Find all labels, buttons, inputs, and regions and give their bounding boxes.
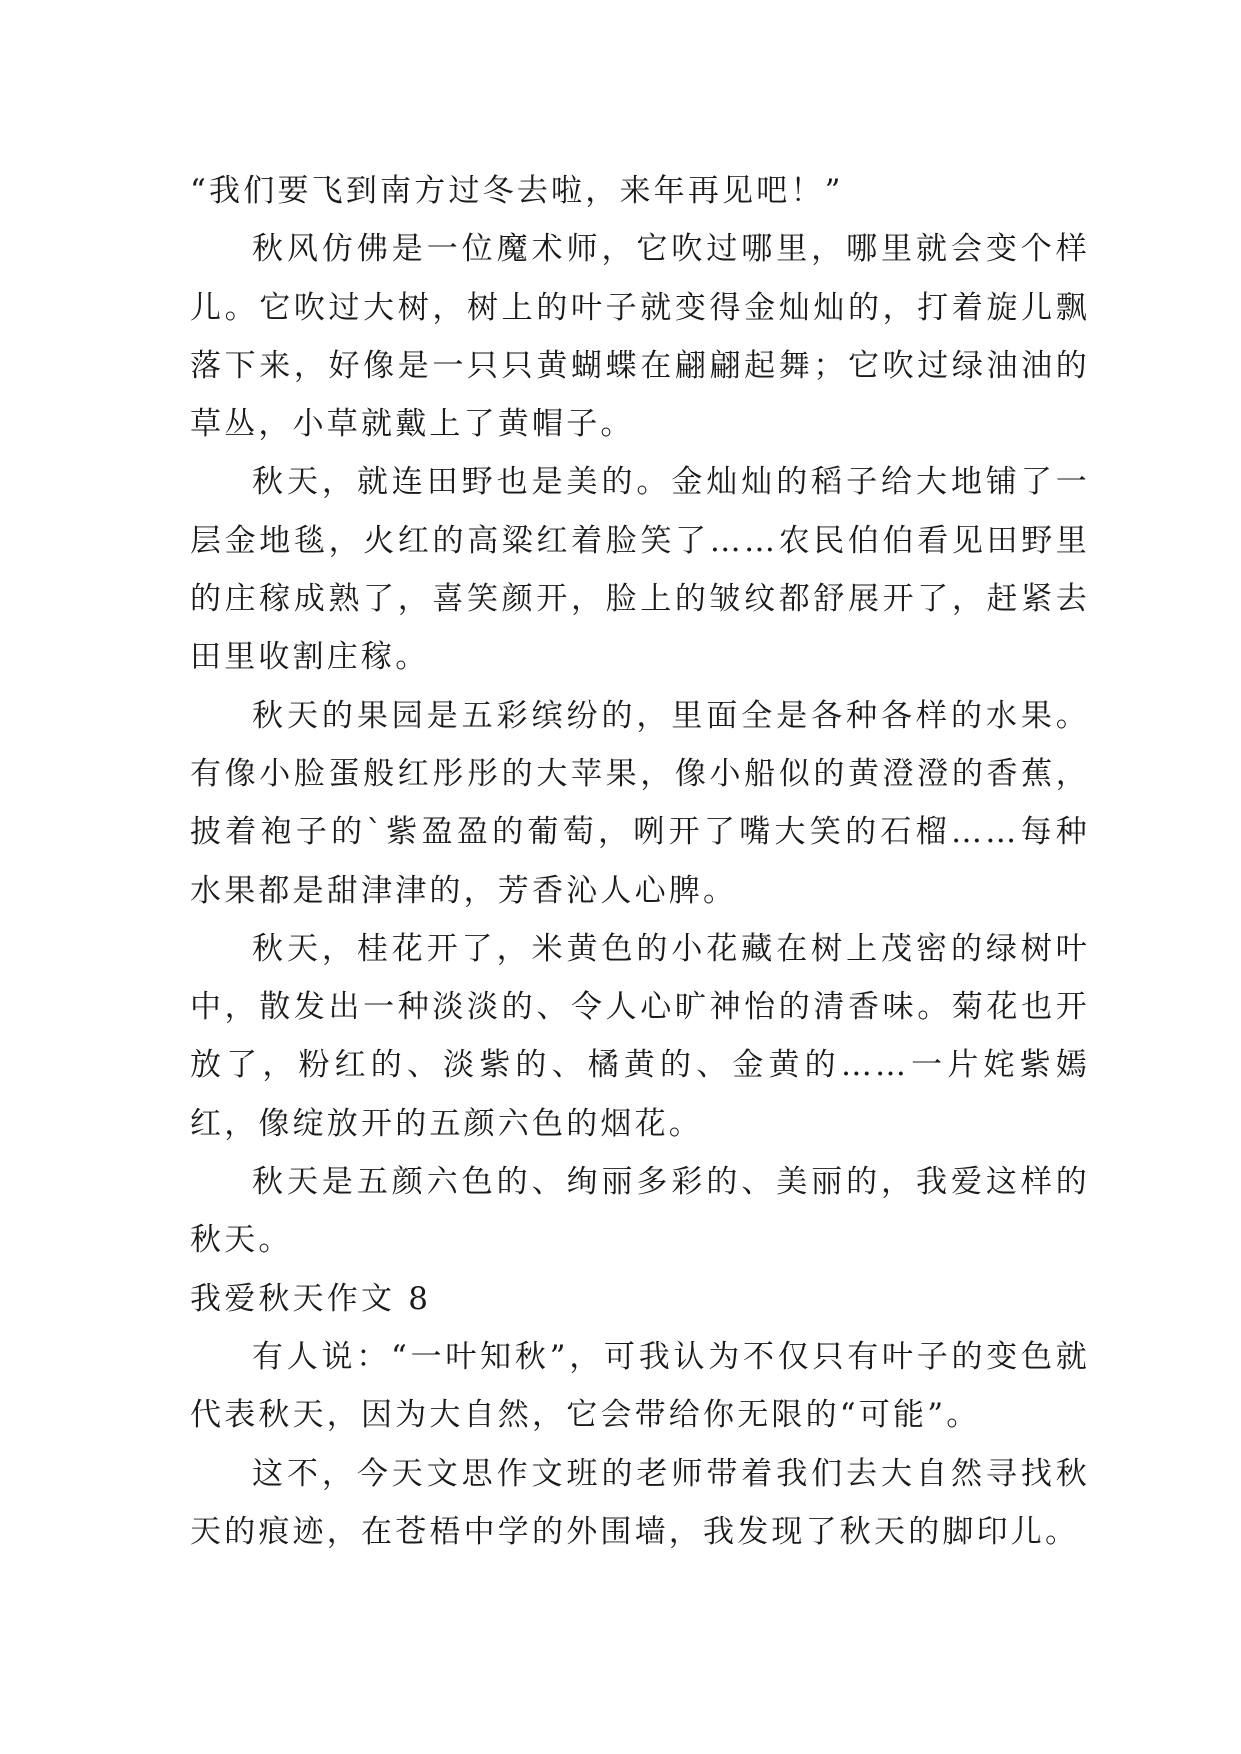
section-heading: 我爱秋天作文 8 [190, 1280, 432, 1317]
paragraph-8: 这不，今天文思作文班的老师带着我们去大自然寻找秋天的痕迹，在苍梧中学的外围墙，我发现了秋天的脚印儿。 [190, 1455, 1090, 1550]
paragraph-3: 秋天，就连田野也是美的。金灿灿的稻子给大地铺了一层金地毯，火红的高粱红着脸笑了……农民伯伯看见田野里的庄稼成熟了，喜笑颜开，脸上的皱纹都舒展开了，赶紧去田里收割庄稼。 [190, 464, 1090, 676]
paragraph-6: 秋天是五颜六色的、绚丽多彩的、美丽的，我爱这样的秋天。 [190, 1164, 1090, 1259]
document-body [190, 162, 1090, 1561]
paragraph-2: 秋风仿佛是一位魔术师，它吹过哪里，哪里就会变个样儿。它吹过大树，树上的叶子就变得金灿灿的，打着旋儿飘落下来，好像是一只只黄蝴蝶在翩翩起舞；它吹过绿油油的草丛，小草就戴上了黄帽子。 [190, 231, 1090, 443]
paragraph-7: 有人说：“一叶知秋”，可我认为不仅只有叶子的变色就代表秋天，因为大自然，它会带给你无限的“可能”。 [190, 1338, 1090, 1434]
paragraph-4: 秋天的果园是五彩缤纷的，里面全是各种各样的水果。有像小脸蛋般红彤彤的大苹果，像小船似的黄澄澄的香蕉，披着袍子的`紫盈盈的葡萄，咧开了嘴大笑的石榴……每种水果都是甜津津的，芳香沁人心脾。 [190, 697, 1090, 909]
paragraph-1: “我们要飞到南方过冬去啦，来年再见吧！” [190, 173, 844, 209]
paragraph-5: 秋天，桂花开了，米黄色的小花藏在树上茂密的绿树叶中，散发出一种淡淡的、令人心旷神怡的清香味。菊花也开放了，粉红的、淡紫的、橘黄的、金黄的……一片姹紫嫣红，像绽放开的五颜六色的烟花。 [190, 930, 1090, 1142]
